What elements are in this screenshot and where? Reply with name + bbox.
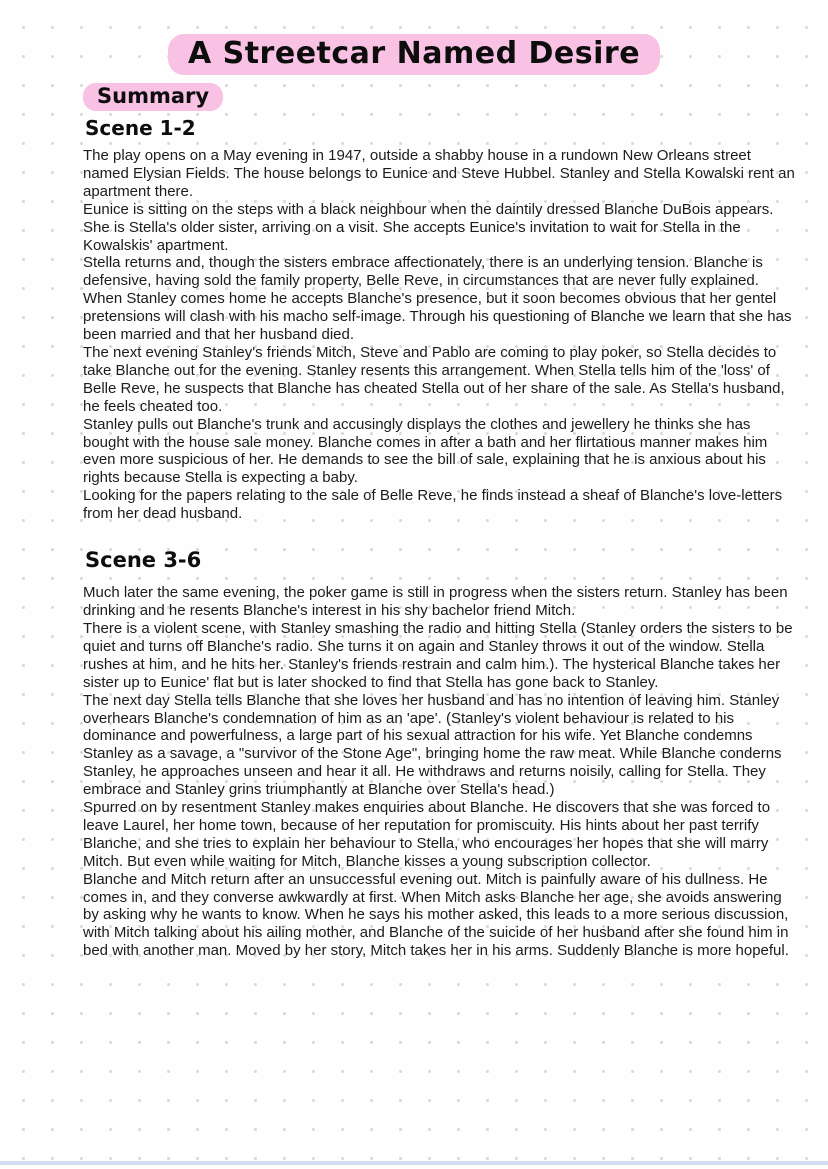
scene-3-6-body (83, 584, 795, 960)
paragraph: When Stanley comes home he accepts Blanche's presence, but it soon becomes obvious that her gentel pretensions will clash with his macho self-image. Through his questioning of Blanche we learn that she has been married and that her husband died. (83, 290, 792, 344)
title-area (0, 0, 828, 75)
paragraph: The play opens on a May evening in 1947, outside a shabby house in a rundown New Orleans street named Elysian Fields. The house belongs to Eunice and Steve Hubbel. Stanley and Stella Kowalski rent an apartment there. (83, 147, 795, 200)
paragraph: Eunice is sitting on the steps with a black neighbour when the daintily dressed Blanche DuBois appears. She is Stella's older sister, arriving on a visit. She accepts Eunice's invitation to wait for Stella in the Kowalskis' apartment. (83, 200, 774, 254)
paragraph: Blanche and Mitch return after an unsuccessful evening out. Mitch is painfully aware of his dullness. He comes in, and they converse awkwardly at first. When Mitch asks Blanche her age, she avoids answering by asking why he wants to know. When he says his mother asked, this leads to a more serious discussion, with Mitch talking about his ailing mother, and Blanche of the suicide of her husband after she found him in bed with another man. Moved by her story, Mitch takes her in his arms. Suddenly Blanche is more hopeful. (83, 870, 789, 960)
scene-3-6-heading: Scene 3-6 (85, 548, 202, 573)
paragraph: Spurred on by resentment Stanley makes enquiries about Blanche. He discovers that she was forced to leave Laurel, her home town, because of her reputation for promiscuity. His hints about her past terrify Blanche, and she tries to explain her behaviour to Stella, who encourages her hopes that she will marry Mitch. But even while waiting for Mitch, Blanche kisses a young subscription collector. (83, 799, 771, 870)
paragraph: The next day Stella tells Blanche that she loves her husband and has no intention of leaving him. Stanley overhears Blanche's condemnation of him as an 'ape'. (Stanley's violent behaviour is related to his dominance and powerfulness, a large part of his sexual attraction for his wife. Yet Blanche condemns Stanley as a savage, a "survivor of the Stone Age", bringing home the raw meat. While Blanche conderns Stanley, he approaches unseen and hear it all. He withdraws and returns noisily, calling for Stella. They embrace and Stanley grins triumphantly at Blanche over Stella's head.) (83, 691, 782, 799)
page-bottom-rule (0, 1161, 828, 1165)
notes-content (83, 75, 795, 960)
paragraph: The next evening Stanley's friends Mitch, Steve and Pablo are coming to play poker, so Stella decides to take Blanche out for the evening. Stanley resents this arrangement. When Stella tells him of the 'loss' of Belle Reve, he suspects that Blanche has cheated Stella out of her share of the sale. As Stella's husband, he feels cheated too. (83, 344, 785, 415)
paragraph: Much later the same evening, the poker game is still in progress when the sisters return. Stanley has been drinking and he resents Blanche's interest in his shy bachelor friend Mitch. (83, 584, 788, 620)
paragraph: Stella returns and, though the sisters embrace affectionately, there is an underlying tension. Blanche is defensive, having sold the family property, Belle Reve, in circumstances that are never fully explained. (83, 254, 763, 290)
summary-label: Summary (83, 83, 223, 111)
paragraph: Stanley pulls out Blanche's trunk and accusingly displays the clothes and jewellery he thinks she has bought with the house sale money. Blanche comes in after a bath and her flirtatious manner makes him even more suspicious of her. He demands to see the bill of sale, explaining that he is anxious about his rights because Stella is expecting a baby. (83, 415, 768, 487)
scene-1-2-heading: Scene 1-2 (85, 116, 196, 141)
paragraph: There is a violent scene, with Stanley smashing the radio and hitting Stella (Stanley orders the sisters to be quiet and turns off Blanche's radio. She turns it on again and Stanley throws it out of the window. Stella rushes at him, and he hits her. Stanley's friends restrain and calm him.). The hysterical Blanche takes her sister up to Eunice' flat but is later shocked to find that Stella has gone back to Stanley. (83, 619, 793, 691)
paragraph: Looking for the papers relating to the sale of Belle Reve, he finds instead a sheaf of Blanche's love-letters from her dead husband. (83, 487, 783, 523)
scene-1-2-body (83, 147, 795, 523)
page-title: A Streetcar Named Desire (168, 34, 660, 75)
